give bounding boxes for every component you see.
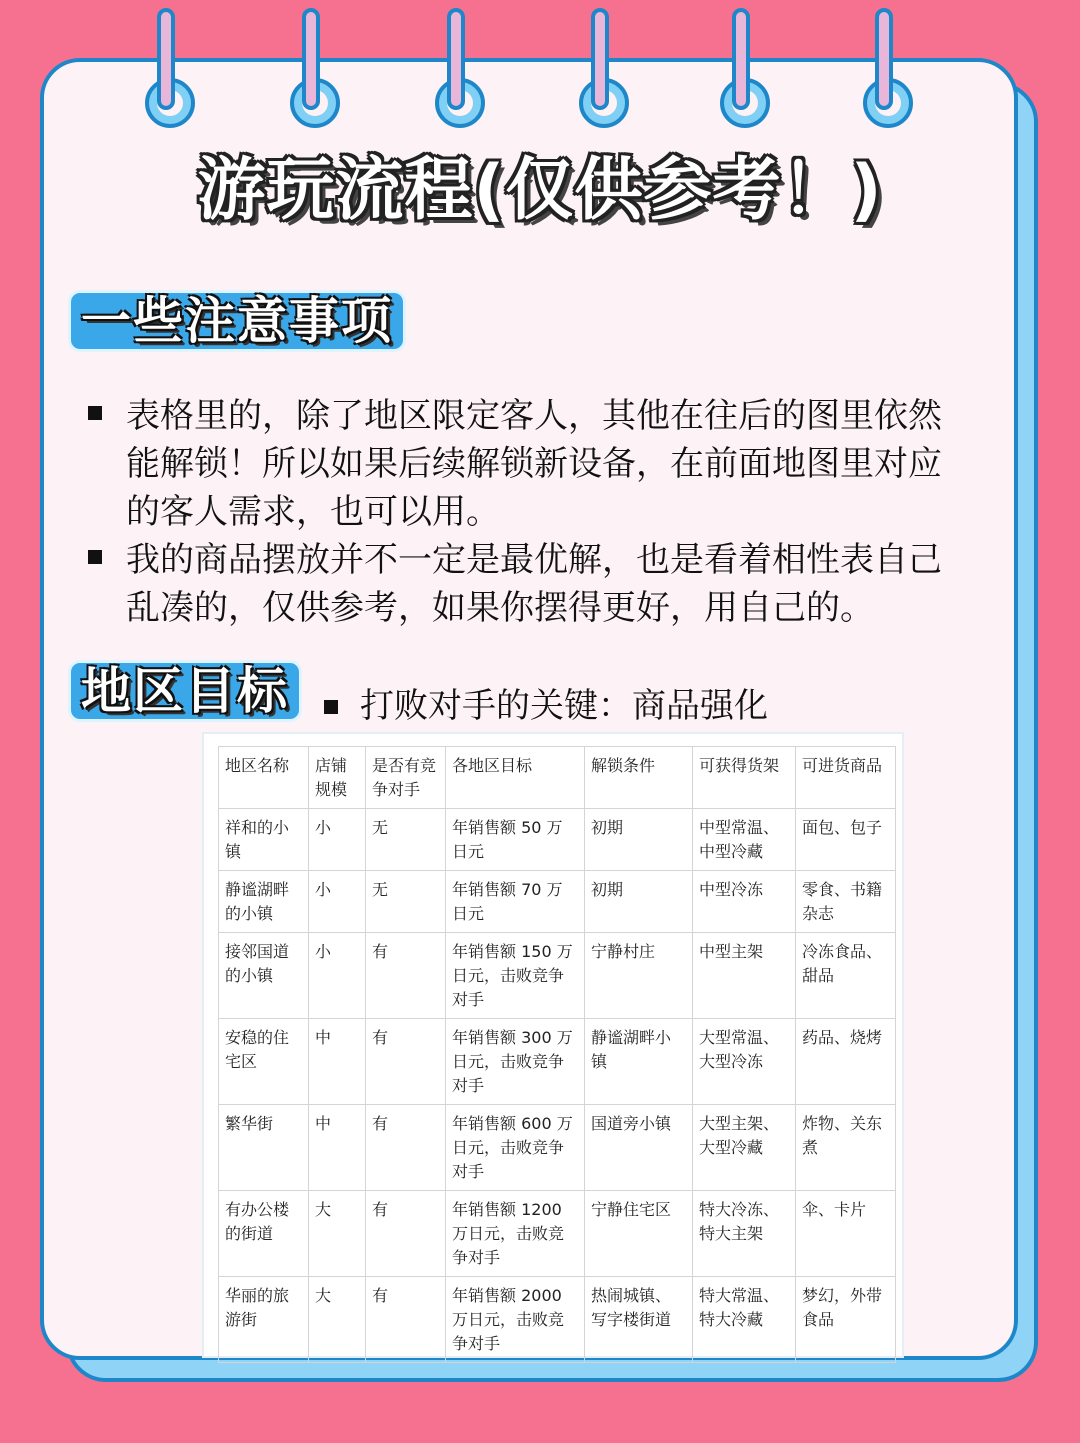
column-header: 各地区目标: [446, 747, 585, 809]
table-cell: 初期: [585, 809, 693, 871]
table-cell: 年销售额 300 万日元，击败竞争对手: [446, 1019, 585, 1105]
table-cell: 有: [366, 1277, 446, 1363]
table-cell: 年销售额 50 万日元: [446, 809, 585, 871]
table-row: [219, 871, 896, 933]
binder-ring: [574, 8, 634, 132]
table-cell: 有: [366, 1105, 446, 1191]
column-header: 可进货商品: [796, 747, 896, 809]
page-title: 游玩流程(仅供参考！): [197, 151, 883, 230]
table-cell: 大: [309, 1191, 366, 1277]
table-cell: 宁静住宅区: [585, 1191, 693, 1277]
region-goals-table: [202, 732, 904, 1358]
table-row: [219, 933, 896, 1019]
table-cell: 中型冷冻: [693, 871, 796, 933]
table-cell: 安稳的住宅区: [219, 1019, 309, 1105]
table-row: [219, 809, 896, 871]
binder-ring: [858, 8, 918, 132]
note-item: 我的商品摆放并不一定是最优解，也是看着相性表自己乱凑的，仅供参考，如果你摆得更好，用自己的。: [84, 536, 964, 632]
table-row: [219, 1277, 896, 1363]
table-cell: 年销售额 1200 万日元，击败竞争对手: [446, 1191, 585, 1277]
table-cell: 静谧湖畔的小镇: [219, 871, 309, 933]
goals-hint: 打败对手的关键：商品强化: [322, 682, 768, 730]
table-cell: 国道旁小镇: [585, 1105, 693, 1191]
column-header: 是否有竞争对手: [366, 747, 446, 809]
table-cell: 年销售额 70 万日元: [446, 871, 585, 933]
table-row: [219, 1191, 896, 1277]
column-header: 店铺规模: [309, 747, 366, 809]
binder-ring: [715, 8, 775, 132]
table-row: [219, 1105, 896, 1191]
note-item: 表格里的，除了地区限定客人，其他在往后的图里依然能解锁！所以如果后续解锁新设备，在前面地图里对应的客人需求，也可以用。: [84, 392, 964, 536]
table-cell: 特大冷冻、特大主架: [693, 1191, 796, 1277]
table-cell: 小: [309, 933, 366, 1019]
table-cell: 初期: [585, 871, 693, 933]
table-header-row: [219, 747, 896, 809]
table-cell: 小: [309, 871, 366, 933]
binder-ring: [140, 8, 200, 132]
table-cell: 无: [366, 809, 446, 871]
table-cell: 零食、书籍杂志: [796, 871, 896, 933]
table-cell: 年销售额 2000 万日元，击败竞争对手: [446, 1277, 585, 1363]
binder-ring: [285, 8, 345, 132]
goals-table: [218, 746, 896, 1363]
table-cell: 有办公楼的街道: [219, 1191, 309, 1277]
table-cell: 华丽的旅游街: [219, 1277, 309, 1363]
table-cell: 冷冻食品、甜品: [796, 933, 896, 1019]
column-header: 解锁条件: [585, 747, 693, 809]
column-header: 地区名称: [219, 747, 309, 809]
table-cell: 年销售额 600 万日元，击败竞争对手: [446, 1105, 585, 1191]
table-cell: 中: [309, 1019, 366, 1105]
table-cell: 有: [366, 1191, 446, 1277]
table-cell: 年销售额 150 万日元，击败竞争对手: [446, 933, 585, 1019]
table-cell: 药品、烧烤: [796, 1019, 896, 1105]
table-cell: 静谧湖畔小镇: [585, 1019, 693, 1105]
table-cell: 有: [366, 1019, 446, 1105]
table-cell: 无: [366, 871, 446, 933]
table-cell: 中型主架: [693, 933, 796, 1019]
table-cell: 炸物、关东煮: [796, 1105, 896, 1191]
table-cell: 繁华街: [219, 1105, 309, 1191]
table-cell: 大型主架、大型冷藏: [693, 1105, 796, 1191]
table-cell: 大型常温、大型冷冻: [693, 1019, 796, 1105]
notes-heading: 一些注意事项: [68, 290, 406, 352]
table-cell: 祥和的小镇: [219, 809, 309, 871]
goals-heading: 地区目标: [68, 660, 302, 722]
table-cell: 中型常温、中型冷藏: [693, 809, 796, 871]
table-row: [219, 1019, 896, 1105]
column-header: 可获得货架: [693, 747, 796, 809]
table-cell: 梦幻，外带食品: [796, 1277, 896, 1363]
table-cell: 伞、卡片: [796, 1191, 896, 1277]
table-cell: 大: [309, 1277, 366, 1363]
notes-list: [84, 392, 964, 632]
table-cell: 中: [309, 1105, 366, 1191]
table-cell: 小: [309, 809, 366, 871]
table-cell: 面包、包子: [796, 809, 896, 871]
table-cell: 特大常温、特大冷藏: [693, 1277, 796, 1363]
table-cell: 接邻国道的小镇: [219, 933, 309, 1019]
binder-ring: [430, 8, 490, 132]
table-cell: 热闹城镇、写字楼街道: [585, 1277, 693, 1363]
table-cell: 有: [366, 933, 446, 1019]
table-cell: 宁静村庄: [585, 933, 693, 1019]
